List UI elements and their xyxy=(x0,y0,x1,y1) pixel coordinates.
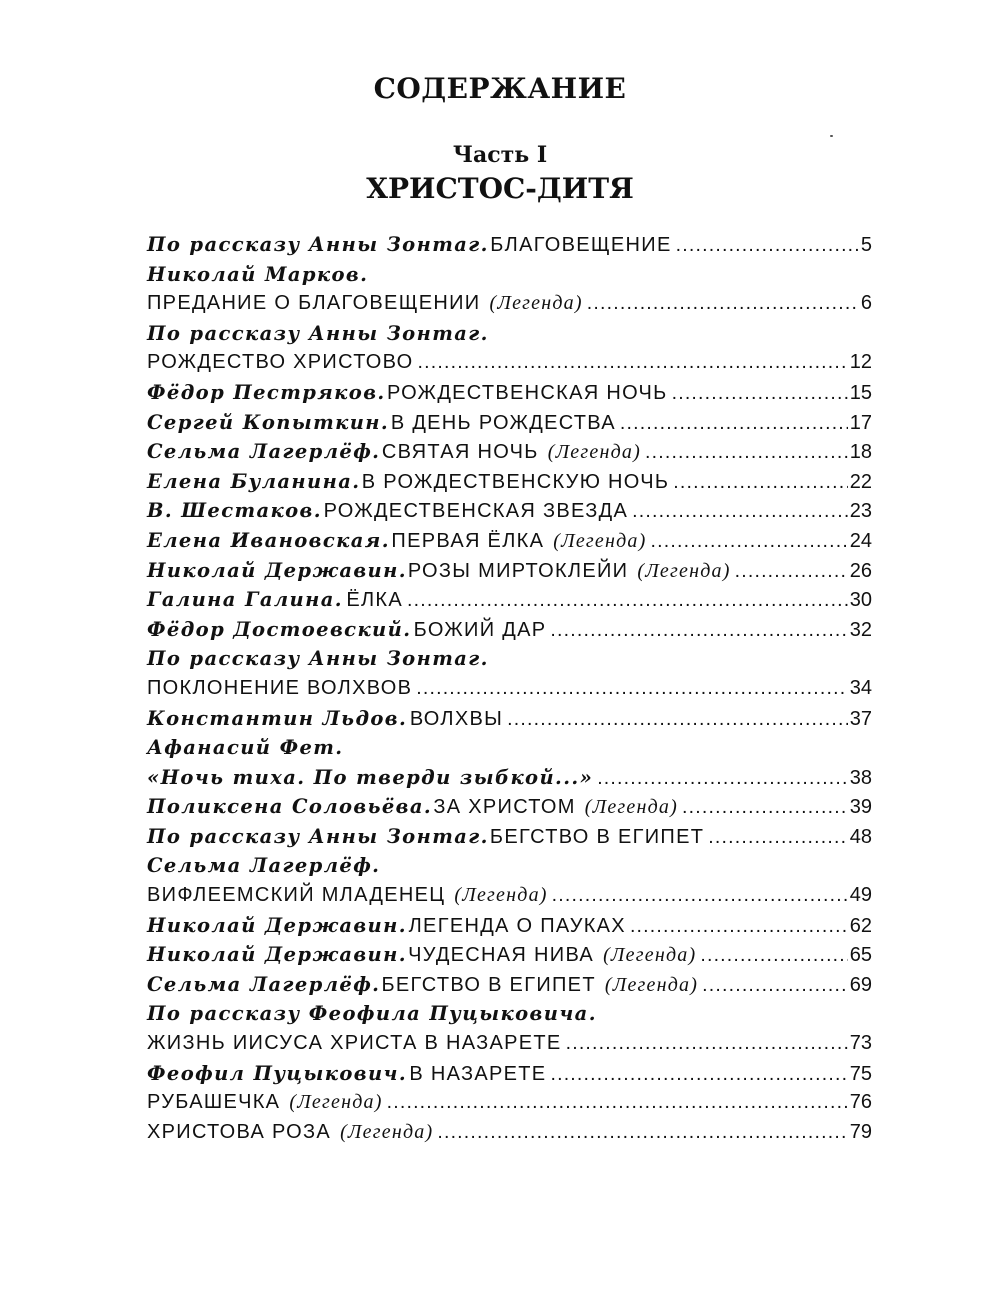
toc-author: «Ночь тиха. По тверди зыбкой...» xyxy=(147,765,594,789)
toc-entry xyxy=(147,911,872,941)
toc-author: Николай Державин. xyxy=(147,943,407,967)
toc-page-number: 65 xyxy=(849,944,872,967)
toc-dot-leader xyxy=(708,823,848,853)
toc-entry xyxy=(147,1118,872,1148)
toc-work-title: В НАЗАРЕТЕ xyxy=(409,1062,547,1085)
toc-work-title: СВЯТАЯ НОЧЬ xyxy=(381,441,539,464)
toc-dot-leader xyxy=(387,1088,848,1118)
toc-author: Галина Галина. xyxy=(147,588,343,612)
toc-entry xyxy=(147,437,872,467)
toc-page-number: 39 xyxy=(849,796,872,819)
toc-page-number: 22 xyxy=(849,470,872,493)
toc-dot-leader xyxy=(407,586,848,616)
toc-dot-leader xyxy=(672,379,848,409)
toc-entry xyxy=(147,467,872,497)
toc-dot-leader xyxy=(673,468,847,498)
toc-entry xyxy=(147,674,872,704)
toc-entry xyxy=(147,970,872,1000)
toc-author: Сельма Лагерлёф. xyxy=(147,972,381,996)
toc-page-number: 15 xyxy=(849,381,872,404)
toc-entry xyxy=(147,881,872,911)
toc-dot-leader xyxy=(651,527,848,557)
toc-page-number: 32 xyxy=(849,618,872,641)
toc-entry xyxy=(147,378,872,408)
toc-genre-note: (Легенда) xyxy=(454,884,548,907)
toc-work-title: ПЕРВАЯ ЁЛКА xyxy=(391,529,545,552)
toc-page-number: 37 xyxy=(849,707,872,730)
toc-genre-note: (Легенда) xyxy=(584,796,678,819)
table-of-contents xyxy=(147,230,872,1147)
toc-author: По рассказу Анны Зонтаг. xyxy=(147,647,489,671)
toc-entry xyxy=(147,615,872,645)
toc-work-title: ВОЛХВЫ xyxy=(409,707,504,730)
toc-page-number: 6 xyxy=(860,292,872,315)
toc-work-title: ВИФЛЕЕМСКИЙ МЛАДЕНЕЦ xyxy=(147,884,446,907)
toc-dot-leader xyxy=(735,557,848,587)
toc-work-title: ЖИЗНЬ ИИСУСА ХРИСТА В НАЗАРЕТЕ xyxy=(147,1032,562,1055)
toc-dot-leader xyxy=(700,941,847,971)
toc-entry xyxy=(147,1059,872,1089)
toc-dot-leader xyxy=(550,1060,847,1090)
toc-work-title: В РОЖДЕСТВЕНСКУЮ НОЧЬ xyxy=(361,470,670,493)
toc-work-title: БЕГСТВО В ЕГИПЕТ xyxy=(489,825,705,848)
toc-entry xyxy=(147,556,872,586)
toc-entry xyxy=(147,526,872,556)
toc-genre-note: (Легенда) xyxy=(547,441,641,464)
toc-dot-leader xyxy=(437,1118,847,1148)
toc-work-title: ЛЕГЕНДА О ПАУКАХ xyxy=(408,914,626,937)
toc-author: Елена Буланина. xyxy=(147,469,361,493)
toc-work-title: БЛАГОВЕЩЕНИЕ xyxy=(490,234,672,256)
toc-dot-leader xyxy=(416,674,848,704)
toc-work-title: ЁЛКА xyxy=(346,589,404,612)
toc-author: Сергей Копыткин. xyxy=(147,410,390,434)
toc-page-number: 26 xyxy=(849,559,872,582)
toc-author: Николай Державин. xyxy=(147,558,407,582)
toc-work-title: РОЖДЕСТВО ХРИСТОВО xyxy=(147,351,414,374)
toc-author: В. Шестаков. xyxy=(147,499,322,523)
toc-work-title: БОЖИЙ ДАР xyxy=(413,618,547,641)
toc-work-title: РОЗЫ МИРТОКЛЕЙИ xyxy=(407,559,629,582)
toc-dot-leader xyxy=(597,764,848,794)
toc-work-title: РУБАШЕЧКА xyxy=(147,1091,281,1114)
toc-genre-note: (Легенда) xyxy=(289,1091,383,1114)
toc-entry xyxy=(147,348,872,378)
toc-author: По рассказу Анны Зонтаг. xyxy=(147,233,489,256)
toc-work-title: ПРЕДАНИЕ О БЛАГОВЕЩЕНИИ xyxy=(147,292,481,315)
toc-author: Фёдор Достоевский. xyxy=(147,617,412,641)
toc-page-number: 17 xyxy=(849,411,872,434)
toc-author: Фёдор Пестряков. xyxy=(147,380,386,404)
toc-author: Сельма Лагерлёф. xyxy=(147,440,381,464)
toc-page-number: 75 xyxy=(849,1062,872,1085)
toc-author: Афанасий Фет. xyxy=(147,736,344,760)
toc-entry xyxy=(147,1029,872,1059)
toc-work-title: ЗА ХРИСТОМ xyxy=(433,796,576,819)
toc-dot-leader xyxy=(587,289,859,319)
toc-genre-note: (Легенда) xyxy=(340,1120,434,1143)
toc-entry xyxy=(147,733,872,763)
toc-author: Николай Державин. xyxy=(147,913,407,937)
toc-dot-leader xyxy=(645,438,848,468)
page-title: СОДЕРЖАНИЕ xyxy=(373,72,627,105)
toc-dot-leader xyxy=(550,616,847,646)
toc-dot-leader xyxy=(632,497,848,527)
toc-entry xyxy=(147,792,872,822)
toc-page-number: 34 xyxy=(849,676,872,699)
toc-author: Константин Льдов. xyxy=(147,706,408,730)
toc-genre-note: (Легенда) xyxy=(489,292,583,315)
toc-author: Феофил Пуцыкович. xyxy=(147,1061,408,1085)
toc-entry xyxy=(147,704,872,734)
toc-page-number: 24 xyxy=(849,529,872,552)
toc-entry xyxy=(147,851,872,881)
toc-work-title: В ДЕНЬ РОЖДЕСТВА xyxy=(390,411,616,434)
toc-author: Сельма Лагерлёф. xyxy=(147,854,381,878)
toc-page-number: 76 xyxy=(849,1091,872,1114)
toc-author: По рассказу Феофила Пуцыковича. xyxy=(147,1002,597,1026)
toc-page-number: 18 xyxy=(849,441,872,464)
toc-dot-leader xyxy=(507,705,848,735)
toc-author: По рассказу Анны Зонтаг. xyxy=(147,824,489,848)
toc-author: Николай Марков. xyxy=(147,262,369,286)
toc-dot-leader xyxy=(702,971,848,1001)
toc-author: По рассказу Анны Зонтаг. xyxy=(147,321,489,345)
toc-genre-note: (Легенда) xyxy=(604,973,699,996)
toc-page-number: 69 xyxy=(849,973,872,996)
print-speck xyxy=(830,135,833,137)
toc-page-number: 5 xyxy=(860,234,872,256)
toc-dot-leader xyxy=(418,348,848,378)
toc-page-number: 12 xyxy=(849,351,872,374)
toc-genre-note: (Легенда) xyxy=(553,529,647,552)
toc-dot-leader xyxy=(552,881,848,911)
toc-page-number: 79 xyxy=(849,1120,872,1143)
toc-work-title: БЕГСТВО В ЕГИПЕТ xyxy=(381,973,596,996)
toc-page-number: 23 xyxy=(849,500,872,523)
toc-page-number: 49 xyxy=(849,884,872,907)
toc-entry xyxy=(147,763,872,793)
toc-entry xyxy=(147,822,872,852)
toc-genre-note: (Легенда) xyxy=(603,944,697,967)
toc-work-title: ПОКЛОНЕНИЕ ВОЛХВОВ xyxy=(147,676,413,699)
toc-page-number: 30 xyxy=(849,589,872,612)
toc-dot-leader xyxy=(620,409,848,439)
toc-entry xyxy=(147,408,872,438)
toc-dot-leader xyxy=(566,1029,848,1059)
toc-entry xyxy=(147,940,872,970)
toc-dot-leader xyxy=(630,912,848,942)
toc-work-title: ЧУДЕСНАЯ НИВА xyxy=(408,944,595,967)
toc-author: Поликсена Соловьёва. xyxy=(147,795,433,819)
toc-page-number: 38 xyxy=(849,766,872,789)
toc-dot-leader xyxy=(682,793,848,823)
toc-page-number: 62 xyxy=(849,914,872,937)
part-title: ХРИСТОС-ДИТЯ xyxy=(366,172,634,205)
toc-dot-leader xyxy=(676,231,859,261)
toc-work-title: ХРИСТОВА РОЗА xyxy=(147,1120,332,1143)
toc-work-title: РОЖДЕСТВЕНСКАЯ ЗВЕЗДА xyxy=(323,500,629,523)
toc-work-title: РОЖДЕСТВЕНСКАЯ НОЧЬ xyxy=(386,381,668,404)
toc-genre-note: (Легенда) xyxy=(637,559,731,582)
toc-page-number: 48 xyxy=(849,825,872,848)
toc-entry xyxy=(147,999,872,1029)
toc-entry xyxy=(147,230,872,260)
toc-entry xyxy=(147,496,872,526)
toc-entry xyxy=(147,585,872,615)
toc-entry xyxy=(147,319,872,349)
toc-entry xyxy=(147,1088,872,1118)
toc-page-number: 73 xyxy=(849,1032,872,1055)
toc-author: Елена Ивановская. xyxy=(147,528,390,552)
toc-entry xyxy=(147,260,872,290)
part-label: Часть I xyxy=(452,142,548,168)
toc-entry xyxy=(147,644,872,674)
toc-entry xyxy=(147,289,872,319)
